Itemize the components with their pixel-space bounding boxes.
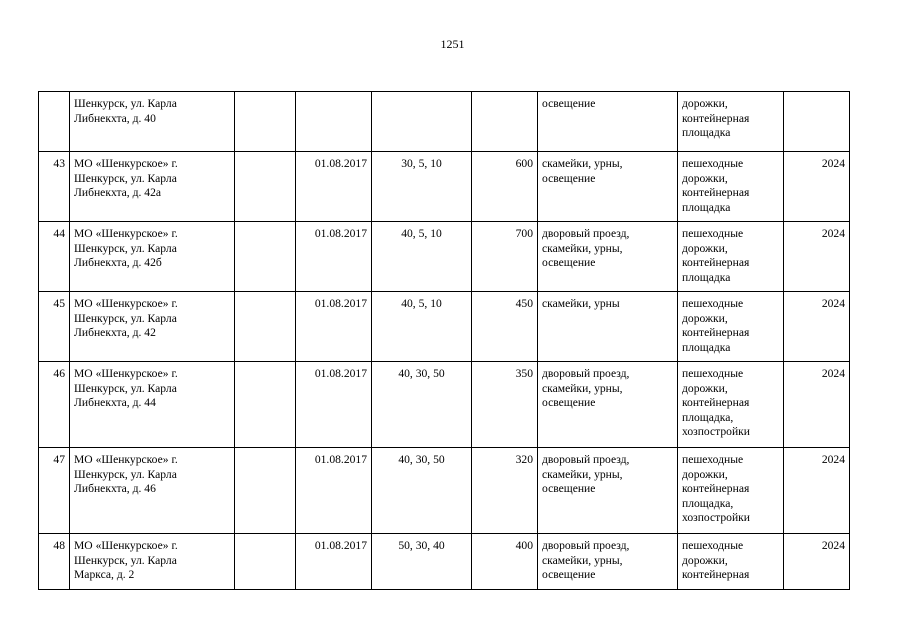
cell-line: дорожки, [682,171,728,185]
cell-line: площадка [682,200,731,214]
cell-date: 01.08.2017 [296,292,372,362]
cell-line: контейнерная [682,568,750,582]
cell-line: пешеходные [682,453,744,466]
cell-line: Либнекхта, д. 40 [74,111,156,125]
cell-number [39,92,70,152]
cell-extra-works [678,152,784,222]
cell-line: скамейки, урны, [542,467,623,481]
cell-extra-works [678,92,784,152]
cell-works [538,534,678,590]
cell-line: скамейки, урны [542,297,620,310]
cell-line: Шенкурск, ул. Карла [74,311,177,325]
cell-area: 400 [472,534,538,590]
cell-date: 01.08.2017 [296,448,372,534]
cell-line: освещение [542,568,596,582]
cell-dimensions: 40, 5, 10 [372,222,472,292]
cell-year [784,92,850,152]
cell-line: освещение [542,482,596,496]
cell-blank [235,292,296,362]
cell-area [472,92,538,152]
cell-line: дворовый проезд, [542,367,630,380]
cell-extra-works [678,292,784,362]
cell-line: дорожки, [682,97,728,110]
improvement-table [38,91,850,590]
table-row [39,292,850,362]
cell-blank [235,152,296,222]
cell-line: площадка [682,270,731,284]
table-row [39,222,850,292]
cell-line: Шенкурск, ул. Карла [74,467,177,481]
cell-line: дорожки, [682,553,728,567]
cell-works [538,92,678,152]
cell-line: дорожки, [682,311,728,325]
cell-line: пешеходные [682,227,744,240]
table-body [39,92,850,590]
cell-blank [235,534,296,590]
cell-dimensions: 30, 5, 10 [372,152,472,222]
cell-line: освещение [542,396,596,410]
cell-number: 47 [39,448,70,534]
cell-line: дорожки, [682,381,728,395]
cell-dimensions: 40, 30, 50 [372,448,472,534]
cell-area: 700 [472,222,538,292]
cell-area: 450 [472,292,538,362]
cell-dimensions [372,92,472,152]
cell-line: хозпостройки [682,425,751,439]
cell-number: 44 [39,222,70,292]
cell-line: освещение [542,171,596,185]
cell-line: площадка [682,126,731,140]
cell-line: скамейки, урны, [542,553,623,567]
cell-dimensions: 50, 30, 40 [372,534,472,590]
cell-address [70,152,235,222]
cell-line: освещение [542,256,596,270]
cell-line: МО «Шенкурское» г. [74,453,178,466]
cell-line: освещение [542,97,596,110]
cell-line: скамейки, урны, [542,381,623,395]
cell-line: контейнерная [682,111,750,125]
cell-year: 2024 [784,152,850,222]
cell-line: контейнерная [682,482,750,496]
table-row [39,152,850,222]
cell-line: Шенкурск, ул. Карла [74,381,177,395]
table-row [39,362,850,448]
cell-blank [235,448,296,534]
cell-address [70,448,235,534]
cell-line: дворовый проезд, [542,453,630,466]
cell-line: Шенкурск, ул. Карла [74,553,177,567]
cell-line: дорожки, [682,467,728,481]
cell-works [538,222,678,292]
cell-address [70,222,235,292]
cell-line: контейнерная [682,326,750,340]
cell-works [538,448,678,534]
cell-line: МО «Шенкурское» г. [74,297,178,310]
cell-number: 45 [39,292,70,362]
cell-address [70,534,235,590]
cell-line: МО «Шенкурское» г. [74,157,178,170]
table-row [39,448,850,534]
cell-area: 320 [472,448,538,534]
cell-line: Либнекхта, д. 44 [74,396,156,410]
cell-year: 2024 [784,292,850,362]
cell-blank [235,92,296,152]
cell-line: площадка [682,340,731,354]
cell-works [538,362,678,448]
cell-extra-works [678,222,784,292]
cell-year: 2024 [784,534,850,590]
cell-line: пешеходные [682,297,744,310]
cell-line: дворовый проезд, [542,227,630,240]
cell-address [70,362,235,448]
cell-blank [235,222,296,292]
cell-area: 350 [472,362,538,448]
cell-line: контейнерная [682,186,750,200]
cell-line: Либнекхта, д. 42б [74,256,162,270]
cell-line: Либнекхта, д. 42 [74,326,156,340]
cell-year: 2024 [784,362,850,448]
cell-dimensions: 40, 5, 10 [372,292,472,362]
cell-number: 48 [39,534,70,590]
cell-line: пешеходные [682,157,744,170]
cell-line: Шенкурск, ул. Карла [74,171,177,185]
table-row [39,92,850,152]
cell-dimensions: 40, 30, 50 [372,362,472,448]
cell-line: дворовый проезд, [542,539,630,552]
cell-extra-works [678,362,784,448]
cell-date: 01.08.2017 [296,362,372,448]
cell-line: МО «Шенкурское» г. [74,227,178,240]
cell-line: Шенкурск, ул. Карла [74,97,177,110]
cell-works [538,292,678,362]
cell-area: 600 [472,152,538,222]
cell-line: МО «Шенкурское» г. [74,539,178,552]
cell-line: контейнерная [682,256,750,270]
cell-blank [235,362,296,448]
cell-date: 01.08.2017 [296,152,372,222]
cell-address [70,92,235,152]
page-number: 1251 [440,37,465,51]
cell-line: площадка, [682,496,734,510]
cell-number: 43 [39,152,70,222]
cell-works [538,152,678,222]
cell-year: 2024 [784,448,850,534]
cell-line: Либнекхта, д. 46 [74,482,156,496]
cell-line: МО «Шенкурское» г. [74,367,178,380]
table-row [39,534,850,590]
cell-extra-works [678,448,784,534]
cell-date [296,92,372,152]
cell-date: 01.08.2017 [296,222,372,292]
cell-line: скамейки, урны, [542,157,623,170]
cell-number: 46 [39,362,70,448]
cell-line: Маркса, д. 2 [74,568,135,582]
cell-date: 01.08.2017 [296,534,372,590]
cell-extra-works [678,534,784,590]
cell-line: дорожки, [682,241,728,255]
cell-address [70,292,235,362]
cell-line: скамейки, урны, [542,241,623,255]
cell-line: хозпостройки [682,511,751,525]
cell-line: пешеходные [682,539,744,552]
cell-line: Шенкурск, ул. Карла [74,241,177,255]
cell-line: контейнерная [682,396,750,410]
cell-line: Либнекхта, д. 42а [74,186,162,200]
cell-line: пешеходные [682,367,744,380]
cell-line: площадка, [682,410,734,424]
cell-year: 2024 [784,222,850,292]
